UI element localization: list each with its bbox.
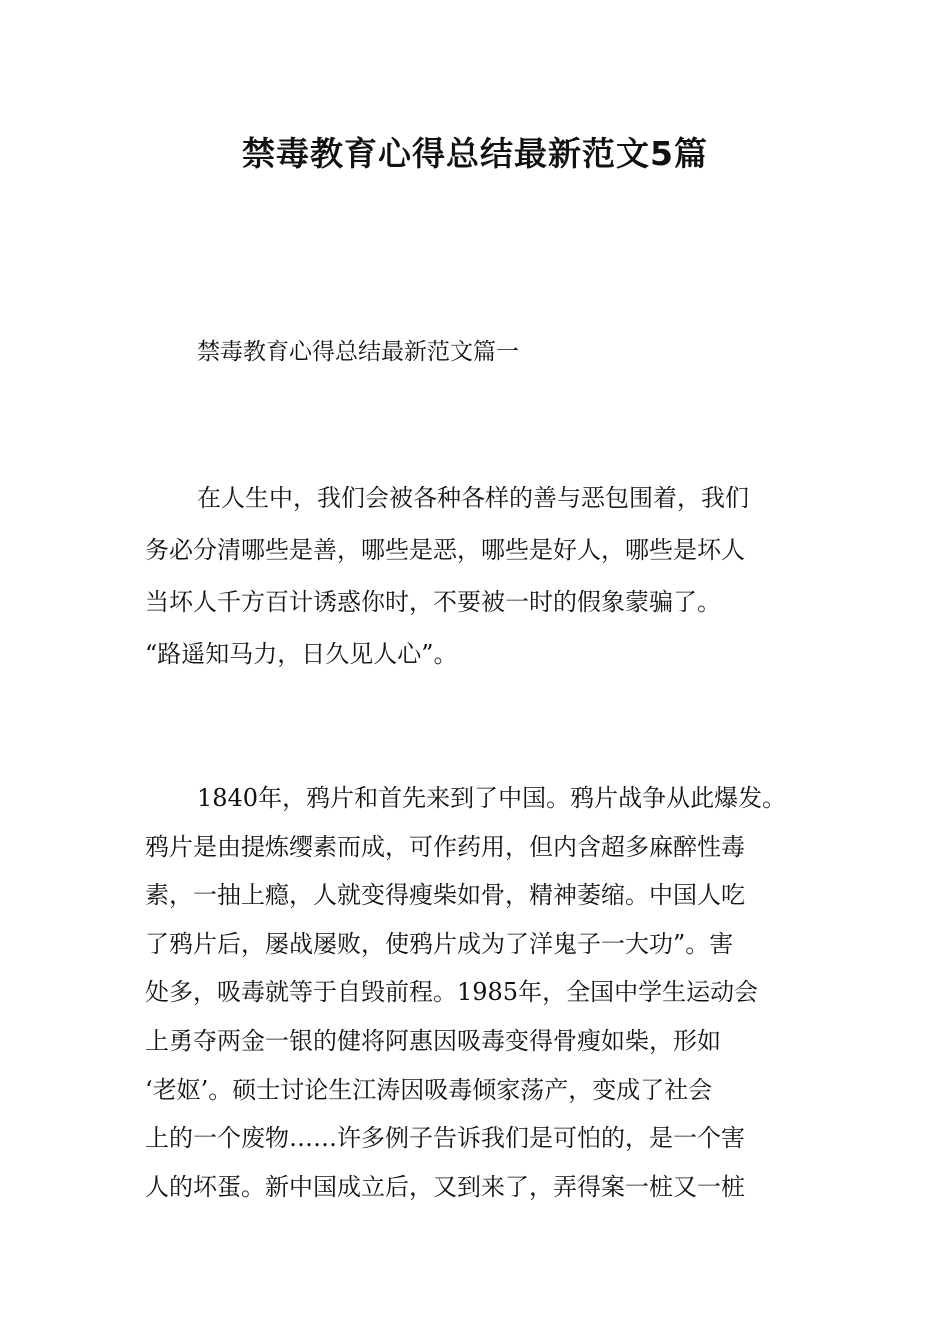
paragraph-line: 了鸦片后，屡战屡败，使鸦片成为了洋鬼子一大功”。害 [145, 929, 734, 958]
paragraph-line: 上的一个废物……许多例子告诉我们是可怕的，是一个害 [145, 1124, 745, 1153]
paragraph-line: 在人生中，我们会被各种各样的善与恶包围着，我们 [197, 484, 749, 512]
paragraph-line: ‘老妪’。硕士讨论生江涛因吸毒倾家荡产，变成了社会 [145, 1075, 713, 1104]
paragraph-line: “路遥知马力，日久见人心”。 [145, 640, 458, 668]
section-heading: 禁毒教育心得总结最新范文篇一 [197, 339, 519, 365]
paragraph-line: 上勇夺两金一银的健将阿惠因吸毒变得骨瘦如柴，形如 [145, 1026, 721, 1055]
paragraph-2 [145, 774, 845, 1211]
paragraph-line: 务必分清哪些是善，哪些是恶，哪些是好人，哪些是坏人 [145, 536, 745, 564]
paragraph-line: 鸦片是由提炼缨素而成，可作药用，但内含超多麻醉性毒 [145, 832, 745, 861]
paragraph-line: 处多，吸毒就等于自毁前程。1985年，全国中学生运动会 [145, 978, 759, 1007]
paragraph-line: 当坏人千方百计诱惑你时，不要被一时的假象蒙骗了。 [145, 588, 721, 616]
paragraph-line: 素，一抽上瘾，人就变得瘦柴如骨，精神萎缩。中国人吃 [145, 881, 745, 910]
paragraph-1 [145, 472, 845, 680]
paragraph-line: 人的坏蛋。新中国成立后，又到来了，弄得案一桩又一桩 [145, 1172, 745, 1201]
document-title: 禁毒教育心得总结最新范文5篇 [242, 134, 708, 173]
paragraph-line: 1840年，鸦片和首先来到了中国。鸦片战争从此爆发。 [197, 784, 787, 812]
